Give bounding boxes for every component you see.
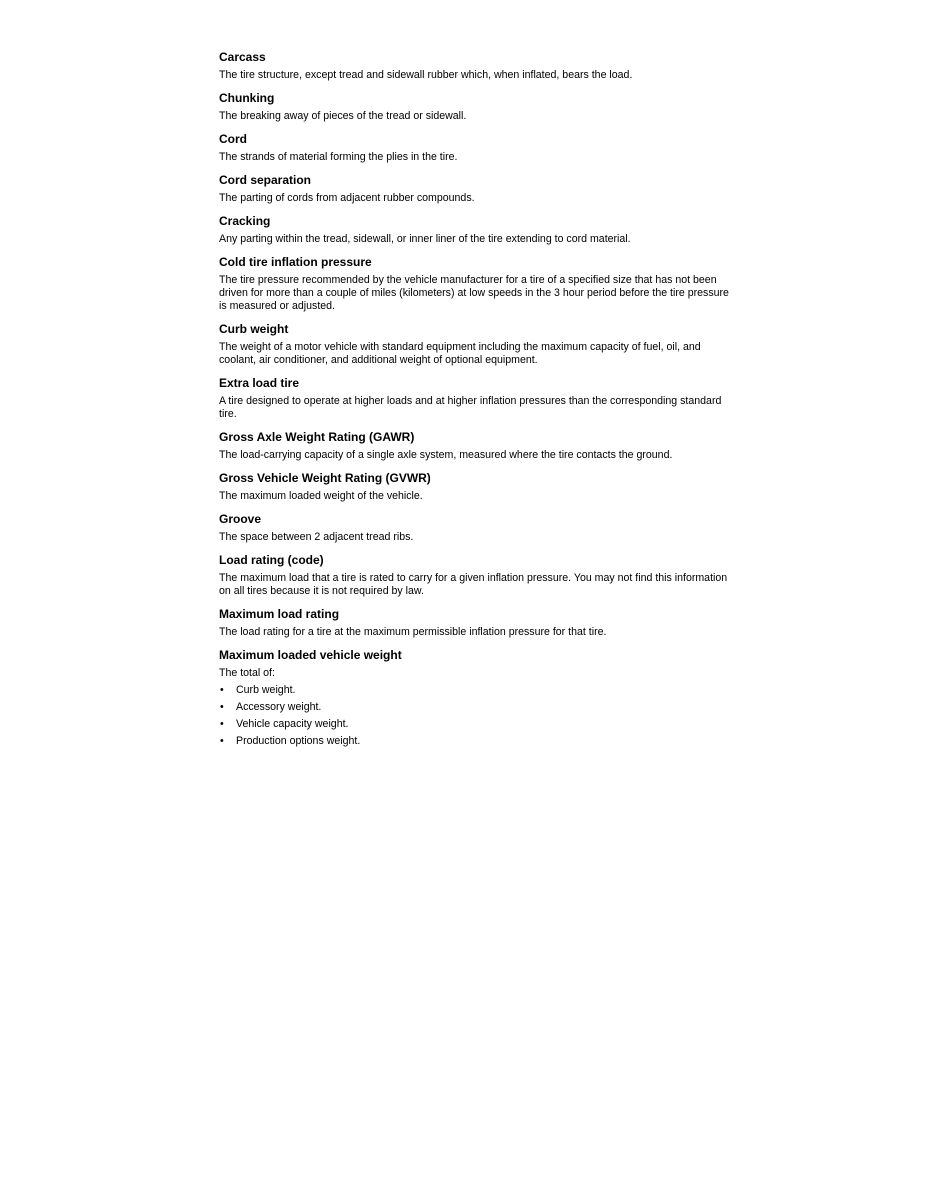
glossary-definition: The weight of a motor vehicle with standard equipment including the maximum capacity of fuel, oil, and coolant, air conditioner, and additional weight of optional equipment. (219, 341, 701, 366)
glossary-entry (219, 322, 734, 367)
glossary-definition: The parting of cords from adjacent rubber compounds. (219, 192, 475, 204)
glossary-term: Cold tire inflation pressure (219, 255, 372, 269)
glossary-definition: The tire structure, except tread and sidewall rubber which, when inflated, bears the load. (219, 69, 633, 81)
glossary-entry (219, 512, 734, 544)
glossary-term: Cracking (219, 214, 271, 228)
glossary-term: Maximum loaded vehicle weight (219, 648, 402, 662)
glossary-entry (219, 132, 734, 164)
list-item-text: Vehicle capacity weight. (236, 718, 349, 730)
glossary-term: Groove (219, 512, 262, 526)
bullet-icon: • (220, 684, 224, 696)
glossary-definition: The breaking away of pieces of the tread or sidewall. (219, 110, 467, 122)
document-page (219, 50, 734, 752)
glossary-entry (219, 471, 734, 503)
list-item-text: Production options weight. (236, 735, 361, 747)
glossary-entry (219, 214, 734, 246)
glossary-entry (219, 173, 734, 205)
glossary-entry (219, 255, 734, 313)
glossary-term: Extra load tire (219, 376, 300, 390)
glossary-definition: Any parting within the tread, sidewall, or inner liner of the tire extending to cord material. (219, 233, 631, 245)
glossary-entry (219, 91, 734, 123)
glossary-term: Gross Axle Weight Rating (GAWR) (219, 430, 415, 444)
list-item (219, 735, 734, 748)
glossary-entry (219, 648, 734, 748)
glossary-entry (219, 607, 734, 639)
glossary-term: Curb weight (219, 322, 289, 336)
glossary-definition: The strands of material forming the plies in the tire. (219, 151, 458, 163)
glossary-definition: The load rating for a tire at the maximum permissible inflation pressure for that tire. (219, 626, 607, 638)
glossary-definition: The total of: (219, 667, 275, 679)
list-item (219, 718, 734, 731)
glossary-definition: The maximum load that a tire is rated to carry for a given inflation pressure. You may not find this information on all tires because it is not required by law. (219, 572, 728, 597)
list-item (219, 701, 734, 714)
list-item-text: Curb weight. (236, 684, 296, 696)
glossary-term: Carcass (219, 50, 266, 64)
glossary-term: Gross Vehicle Weight Rating (GVWR) (219, 471, 431, 485)
bullet-icon: • (220, 701, 224, 713)
glossary-entry (219, 376, 734, 421)
glossary-definition: The maximum loaded weight of the vehicle. (219, 490, 423, 502)
glossary-term: Chunking (219, 91, 275, 105)
glossary-definition: A tire designed to operate at higher loads and at higher inflation pressures than the corresponding standard tire. (219, 395, 722, 420)
glossary-entry (219, 553, 734, 598)
bullet-icon: • (220, 735, 224, 747)
bullet-list (219, 684, 734, 748)
glossary-term: Load rating (code) (219, 553, 324, 567)
glossary-term: Cord (219, 132, 247, 146)
glossary-definition: The load-carrying capacity of a single axle system, measured where the tire contacts the ground. (219, 449, 673, 461)
list-item (219, 684, 734, 697)
glossary-term: Cord separation (219, 173, 312, 187)
list-item-text: Accessory weight. (236, 701, 322, 713)
glossary-entry (219, 430, 734, 462)
bullet-icon: • (220, 718, 224, 730)
glossary-entry (219, 50, 734, 82)
glossary-term: Maximum load rating (219, 607, 340, 621)
glossary-definition: The tire pressure recommended by the vehicle manufacturer for a tire of a specified size that has not been driven for more than a couple of miles (kilometers) at low speeds in the 3 hour period before the tire pressure is measured or adjusted. (219, 274, 729, 312)
glossary-definition: The space between 2 adjacent tread ribs. (219, 531, 414, 543)
